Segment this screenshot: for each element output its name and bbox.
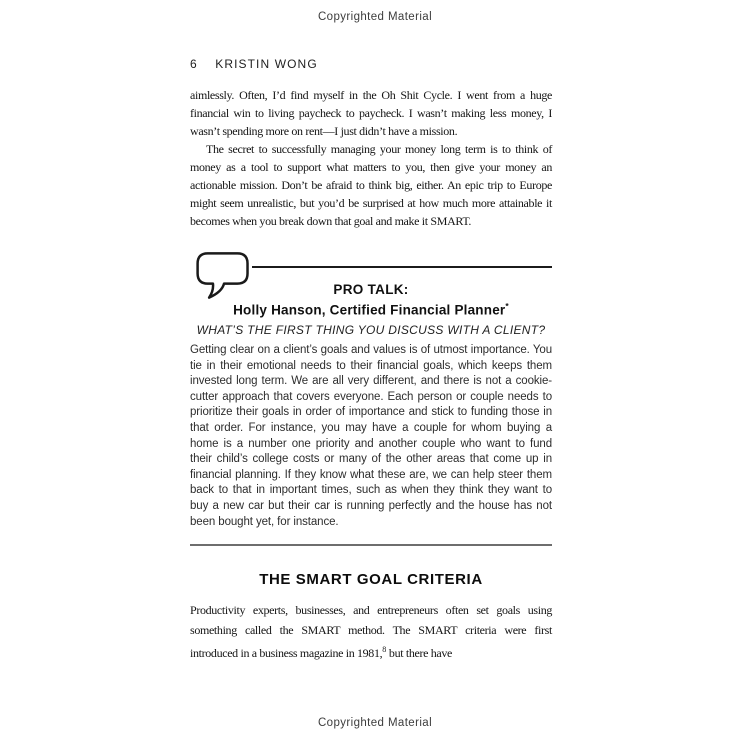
paragraph-text-end: but there have xyxy=(386,646,452,660)
page-number: 6 xyxy=(190,57,198,71)
section-heading: THE SMART GOAL CRITERIA xyxy=(259,571,483,588)
paragraph-text-start: Productivity experts, businesses, and entrepreneurs often set goals using something called the SMART method. The SMART criteria were first introduced in a business magazine in 1981, xyxy=(190,603,552,660)
pro-talk-answer: Getting clear on a client’s goals and values is of utmost importance. You tie in their emotional needs to their financial goals, which keeps them invested long term. We are all very different, and there is not a cookie-cutter approach that covers everyone. Each person or couple needs to prioritize their goals in order of importance and stick to funding those in that order. For instance, you may have a couple for whom buying a home is a number one priority and another couple who want to fund their child’s college costs or many of the other areas that come up in financial planning. If they know what these are, we can help steer them back to that in important times, such as when they think they want to buy a new car but their car is running perfectly and the house has not been bought yet, for instance. xyxy=(190,344,552,528)
copyright-notice-top: Copyrighted Material xyxy=(317,11,433,23)
body-paragraph-1: aimlessly. Often, I’d find myself in the Oh Shit Cycle. I went from a huge financial win to living paycheck to paycheck. I wasn’t making less money, I wasn’t spending more on rent—I just didn’t have a mission. xyxy=(190,88,552,138)
section-divider-rule xyxy=(190,544,552,546)
copyright-notice-bottom: Copyrighted Material xyxy=(317,717,433,729)
pro-talk-title: PRO TALK: xyxy=(333,282,409,297)
pro-talk-question: WHAT’S THE FIRST THING YOU DISCUSS WITH A CLIENT? xyxy=(196,323,546,337)
pro-talk-divider-line xyxy=(252,266,552,268)
pro-talk-subtitle xyxy=(190,301,552,318)
author-name: KRISTIN WONG xyxy=(215,57,318,71)
trademark-asterisk: * xyxy=(505,301,509,311)
running-header xyxy=(190,57,318,71)
body-paragraph-2: The secret to successfully managing your money long term is to think of money as a tool to support what matters to you, then give your money an actionable mission. Don’t be afraid to think big, either. An epic trip to Europe might seem unrealistic, but you’d be surprised at how much more attainable it becomes when you break down that goal and make it SMART. xyxy=(190,142,552,228)
pro-talk-author: Holly Hanson, Certified Financial Planner xyxy=(233,302,506,318)
footnote-reference: 8 xyxy=(382,645,387,654)
body-paragraph-3 xyxy=(190,600,552,663)
